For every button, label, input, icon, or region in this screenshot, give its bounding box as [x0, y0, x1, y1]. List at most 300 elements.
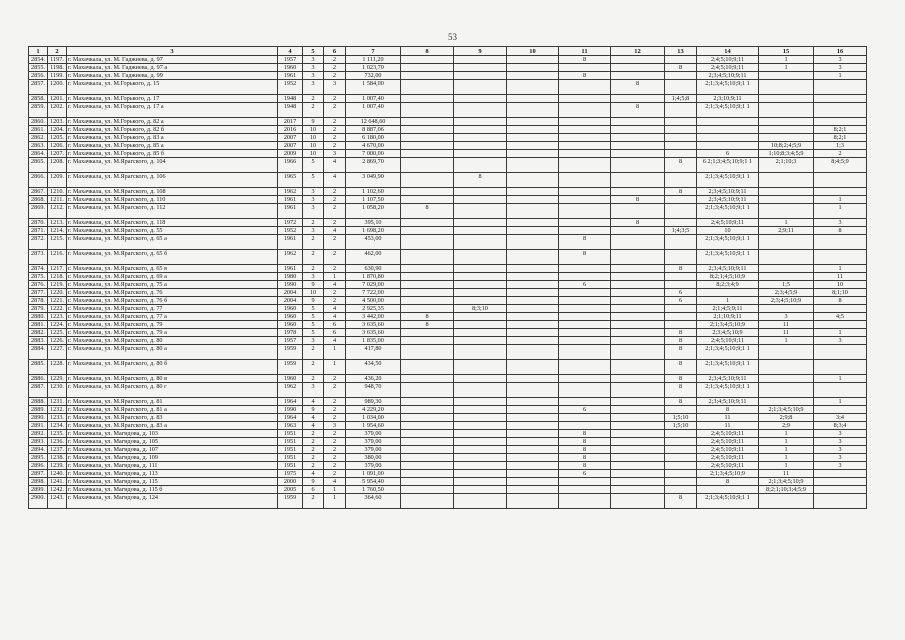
- table-cell: 8: [697, 406, 759, 414]
- table-cell: 1221.: [48, 297, 67, 305]
- table-cell: [759, 188, 814, 196]
- table-cell: [401, 398, 454, 406]
- table-cell: [401, 454, 454, 462]
- table-cell: 989,30: [346, 398, 401, 406]
- table-cell: [401, 337, 454, 345]
- table-row: [29, 313, 867, 321]
- table-cell: 1: [759, 454, 814, 462]
- table-cell: [559, 398, 611, 406]
- table-cell: 4: [324, 173, 346, 188]
- table-cell: [454, 80, 507, 95]
- table-cell: [759, 305, 814, 313]
- table-cell: [454, 134, 507, 142]
- table-cell: 1243.: [48, 494, 67, 509]
- table-cell: 2888.: [29, 398, 48, 406]
- table-cell: 1966: [278, 158, 303, 173]
- table-row: [29, 375, 867, 383]
- table-cell: [611, 281, 665, 289]
- table-cell: [559, 494, 611, 509]
- table-cell: [454, 196, 507, 204]
- table-cell: 3: [814, 446, 867, 454]
- table-cell: 2;1;3;4;5;10;9;1 1: [697, 494, 759, 509]
- table-cell: 8: [665, 158, 697, 173]
- table-cell: 1: [814, 265, 867, 273]
- table-cell: 1952: [278, 227, 303, 235]
- table-cell: [454, 118, 507, 126]
- table-row: [29, 289, 867, 297]
- table-cell: [507, 478, 559, 486]
- page-number: 53: [448, 32, 457, 42]
- table-cell: [759, 265, 814, 273]
- table-cell: 2889.: [29, 406, 48, 414]
- table-cell: [507, 142, 559, 150]
- table-cell: [454, 142, 507, 150]
- table-row: [29, 446, 867, 454]
- table-cell: г. Махачкала, ул. Магидова, д. 115: [67, 478, 278, 486]
- table-cell: [507, 454, 559, 462]
- table-cell: [401, 188, 454, 196]
- table-cell: 1;4;5;8: [665, 95, 697, 103]
- table-cell: г. Махачкала, ул. М.Ярагского, д. 80: [67, 337, 278, 345]
- column-header: 16: [814, 47, 867, 56]
- table-cell: 1199.: [48, 72, 67, 80]
- table-cell: 3: [814, 64, 867, 72]
- table-cell: г. Махачкала, ул. М.Ярагского, д. 118: [67, 219, 278, 227]
- table-cell: 1233.: [48, 414, 67, 422]
- table-cell: 2;3;4;5;10;9;11: [697, 265, 759, 273]
- table-cell: [559, 265, 611, 273]
- table-cell: [401, 446, 454, 454]
- table-cell: [665, 313, 697, 321]
- table-cell: 3: [759, 313, 814, 321]
- column-header: 7: [346, 47, 401, 56]
- table-cell: 1240.: [48, 470, 67, 478]
- table-cell: 8: [454, 173, 507, 188]
- table-cell: 10: [303, 142, 324, 150]
- table-cell: [507, 126, 559, 134]
- table-cell: [759, 273, 814, 281]
- table-cell: [401, 72, 454, 80]
- table-cell: 1 007,40: [346, 103, 401, 118]
- table-cell: [611, 56, 665, 64]
- table-cell: [401, 329, 454, 337]
- table-cell: [454, 56, 507, 64]
- table-cell: [759, 95, 814, 103]
- table-cell: 2: [303, 345, 324, 360]
- table-cell: 10: [814, 281, 867, 289]
- table-cell: г. Махачкала, ул. М.Горького, д. 85 а: [67, 142, 278, 150]
- table-cell: [454, 337, 507, 345]
- table-cell: [814, 80, 867, 95]
- table-cell: [611, 235, 665, 250]
- table-cell: [507, 118, 559, 126]
- table-cell: 3;4: [814, 414, 867, 422]
- table-cell: 1961: [278, 72, 303, 80]
- table-cell: [454, 297, 507, 305]
- table-cell: [759, 398, 814, 406]
- table-cell: 1951: [278, 454, 303, 462]
- table-cell: 1208.: [48, 158, 67, 173]
- table-cell: 2;1;3;4;5;10;9;1 1: [697, 235, 759, 250]
- table-cell: г. Махачкала, ул. М.Ярагского, д. 108: [67, 188, 278, 196]
- table-cell: [759, 134, 814, 142]
- table-cell: [665, 204, 697, 219]
- table-cell: 1 102,60: [346, 188, 401, 196]
- table-cell: 6 180,00: [346, 134, 401, 142]
- table-cell: г. Махачкала, ул. М.Ярагского, д. 80 б: [67, 360, 278, 375]
- table-cell: 9: [303, 297, 324, 305]
- table-cell: [507, 383, 559, 398]
- table-cell: 1990: [278, 281, 303, 289]
- column-header: 1: [29, 47, 48, 56]
- table-cell: [814, 95, 867, 103]
- table-cell: 1 034,00: [346, 414, 401, 422]
- table-cell: [559, 321, 611, 329]
- table-cell: [401, 438, 454, 446]
- table-cell: [454, 486, 507, 494]
- table-cell: 4: [303, 398, 324, 406]
- table-cell: 1216.: [48, 250, 67, 265]
- table-cell: [507, 329, 559, 337]
- table-cell: 417,80: [346, 345, 401, 360]
- table-cell: 3: [814, 56, 867, 64]
- table-cell: г. Махачкала, ул. М.Ярагского, д. 77 а: [67, 313, 278, 321]
- table-cell: 2864.: [29, 150, 48, 158]
- table-cell: [559, 95, 611, 103]
- table-cell: 2870.: [29, 219, 48, 227]
- table-cell: г. Махачкала, ул. Магидова, д. 105: [67, 438, 278, 446]
- table-cell: [611, 360, 665, 375]
- table-cell: [759, 118, 814, 126]
- table-cell: 8;2;1;10;3;4;5;9: [759, 486, 814, 494]
- table-row: [29, 95, 867, 103]
- table-row: [29, 56, 867, 64]
- table-cell: 1961: [278, 265, 303, 273]
- table-cell: [665, 321, 697, 329]
- table-cell: [401, 142, 454, 150]
- table-cell: [611, 95, 665, 103]
- table-cell: [611, 329, 665, 337]
- table-cell: [454, 273, 507, 281]
- table-cell: [611, 250, 665, 265]
- table-cell: 2: [324, 289, 346, 297]
- table-cell: 1;5;10: [665, 414, 697, 422]
- table-row: [29, 494, 867, 509]
- column-header: 14: [697, 47, 759, 56]
- table-cell: 364,60: [346, 494, 401, 509]
- table-cell: 5: [303, 305, 324, 313]
- table-cell: 379,00: [346, 430, 401, 438]
- table-cell: 3: [814, 454, 867, 462]
- table-cell: 2874.: [29, 265, 48, 273]
- table-cell: [665, 281, 697, 289]
- table-cell: 1948: [278, 103, 303, 118]
- table-cell: 2: [324, 454, 346, 462]
- table-cell: 4: [324, 313, 346, 321]
- table-cell: 1960: [278, 305, 303, 313]
- table-cell: 3: [324, 422, 346, 430]
- table-cell: 2895.: [29, 454, 48, 462]
- table-cell: [759, 204, 814, 219]
- table-cell: 2879.: [29, 305, 48, 313]
- table-cell: [665, 134, 697, 142]
- table-cell: 4: [324, 281, 346, 289]
- table-cell: 3 049,90: [346, 173, 401, 188]
- table-cell: 9: [303, 118, 324, 126]
- table-cell: [559, 80, 611, 95]
- table-cell: 3: [303, 56, 324, 64]
- table-cell: 8: [559, 72, 611, 80]
- table-cell: [507, 297, 559, 305]
- table-cell: [507, 305, 559, 313]
- table-cell: 2: [324, 196, 346, 204]
- table-cell: г. Махачкала, ул. Магидова, д. 124: [67, 494, 278, 509]
- table-cell: 3: [814, 337, 867, 345]
- table-cell: [507, 360, 559, 375]
- table-cell: [814, 494, 867, 509]
- table-cell: 2900.: [29, 494, 48, 509]
- table-cell: [507, 173, 559, 188]
- table-cell: 1223.: [48, 313, 67, 321]
- table-cell: г. Махачкала, ул. Магидова, д. 109: [67, 454, 278, 462]
- table-cell: [611, 64, 665, 72]
- table-cell: 1224.: [48, 321, 67, 329]
- table-cell: г. Махачкала, ул. М.Ярагского, д. 75 а: [67, 281, 278, 289]
- table-cell: [454, 72, 507, 80]
- table-cell: [611, 414, 665, 422]
- table-cell: 10;8;2;4;5;9: [759, 142, 814, 150]
- table-cell: [611, 227, 665, 235]
- table-cell: [611, 446, 665, 454]
- table-cell: 1207.: [48, 150, 67, 158]
- table-cell: 10: [303, 289, 324, 297]
- table-cell: 1204.: [48, 126, 67, 134]
- table-cell: г. Махачкала, ул. М.Ярагского, д. 80 г: [67, 383, 278, 398]
- table-cell: [401, 95, 454, 103]
- table-cell: 630,90: [346, 265, 401, 273]
- table-cell: 1237.: [48, 446, 67, 454]
- table-cell: 2897.: [29, 470, 48, 478]
- table-cell: 2: [324, 398, 346, 406]
- table-cell: 4;5: [814, 313, 867, 321]
- table-cell: [454, 188, 507, 196]
- table-row: [29, 430, 867, 438]
- table-cell: 2871.: [29, 227, 48, 235]
- table-cell: 2: [324, 446, 346, 454]
- table-cell: 1222.: [48, 305, 67, 313]
- table-cell: [507, 462, 559, 470]
- table-cell: 2: [324, 95, 346, 103]
- table-cell: [665, 103, 697, 118]
- table-cell: 2: [324, 126, 346, 134]
- table-cell: [759, 196, 814, 204]
- table-cell: г. Махачкала, ул. Магидова, д. 107: [67, 446, 278, 454]
- table-cell: 2;4;5;10;9;11: [697, 446, 759, 454]
- table-cell: [454, 454, 507, 462]
- table-row: [29, 158, 867, 173]
- table-cell: [697, 134, 759, 142]
- table-cell: 1948: [278, 95, 303, 103]
- table-cell: 2;4;5;10;9;11: [697, 462, 759, 470]
- table-cell: [814, 486, 867, 494]
- header-row: [29, 47, 867, 56]
- table-cell: г. Махачкала, ул. Магидова, д. 113: [67, 470, 278, 478]
- table-cell: г. Махачкала, ул. М.Ярагского, д. 79: [67, 321, 278, 329]
- table-cell: 9: [303, 406, 324, 414]
- table-cell: [507, 158, 559, 173]
- table-cell: [401, 406, 454, 414]
- table-cell: [507, 273, 559, 281]
- table-cell: 2;4;5;10;9;11: [697, 438, 759, 446]
- table-cell: 2: [324, 297, 346, 305]
- table-cell: 1211.: [48, 196, 67, 204]
- table-cell: [454, 375, 507, 383]
- table-cell: [611, 486, 665, 494]
- table-cell: [759, 345, 814, 360]
- table-cell: [559, 305, 611, 313]
- table-cell: 1231.: [48, 398, 67, 406]
- table-cell: 1198.: [48, 64, 67, 72]
- table-cell: 4: [324, 337, 346, 345]
- table-cell: [611, 454, 665, 462]
- table-cell: г. Махачкала, ул. М.Горького, д. 82 б: [67, 126, 278, 134]
- table-cell: [611, 345, 665, 360]
- table-cell: [401, 227, 454, 235]
- table-cell: 5 954,40: [346, 478, 401, 486]
- table-row: [29, 204, 867, 219]
- table-cell: 2;4;5;10;9;11: [697, 64, 759, 72]
- table-cell: 2: [324, 462, 346, 470]
- table-cell: [814, 321, 867, 329]
- table-cell: 11: [697, 414, 759, 422]
- table-cell: 4: [324, 478, 346, 486]
- table-cell: [759, 80, 814, 95]
- table-cell: [759, 126, 814, 134]
- table-cell: 8: [665, 329, 697, 337]
- table-cell: 2;4;5;10;9;11: [697, 56, 759, 64]
- table-cell: 3: [303, 188, 324, 196]
- table-cell: 1957: [278, 56, 303, 64]
- table-cell: 2: [324, 219, 346, 227]
- table-cell: 8: [665, 383, 697, 398]
- table-cell: 3: [303, 337, 324, 345]
- table-cell: [507, 188, 559, 196]
- table-cell: [611, 297, 665, 305]
- table-cell: 1951: [278, 462, 303, 470]
- table-cell: 10: [697, 227, 759, 235]
- table-cell: 2;9: [759, 422, 814, 430]
- table-cell: [697, 486, 759, 494]
- table-cell: [507, 265, 559, 273]
- table-cell: 2885.: [29, 360, 48, 375]
- table-cell: 2862.: [29, 134, 48, 142]
- table-cell: [559, 273, 611, 281]
- table-cell: [665, 478, 697, 486]
- table-row: [29, 422, 867, 430]
- table-cell: 3 635,60: [346, 329, 401, 337]
- table-cell: 8;1;10: [814, 289, 867, 297]
- table-cell: 2;1;3;4;5;10;9: [697, 470, 759, 478]
- table-cell: г. Махачкала, ул. М.Ярагского, д. 55: [67, 227, 278, 235]
- table-cell: [611, 422, 665, 430]
- table-cell: 2: [324, 470, 346, 478]
- table-cell: 9: [303, 478, 324, 486]
- table-cell: [559, 227, 611, 235]
- table-cell: [611, 337, 665, 345]
- table-cell: 2892.: [29, 430, 48, 438]
- table-cell: [454, 478, 507, 486]
- table-cell: [759, 360, 814, 375]
- column-header: 13: [665, 47, 697, 56]
- table-cell: [611, 313, 665, 321]
- table-cell: 1226.: [48, 337, 67, 345]
- table-cell: 2;1;3;4;5;10;9;1 1: [697, 173, 759, 188]
- table-cell: [401, 150, 454, 158]
- table-cell: 8: [401, 204, 454, 219]
- table-cell: 8: [665, 188, 697, 196]
- table-cell: 7 000,00: [346, 150, 401, 158]
- table-cell: 8: [559, 462, 611, 470]
- column-header: 9: [454, 47, 507, 56]
- table-cell: [454, 462, 507, 470]
- table-cell: [697, 289, 759, 297]
- table-cell: 2863.: [29, 142, 48, 150]
- table-cell: [401, 219, 454, 227]
- table-row: [29, 383, 867, 398]
- table-cell: 8: [665, 265, 697, 273]
- table-cell: [665, 142, 697, 150]
- table-cell: 3: [303, 273, 324, 281]
- table-cell: 1: [324, 273, 346, 281]
- table-cell: г. Махачкала, ул. М.Ярагского, д. 79 а: [67, 329, 278, 337]
- column-header: 8: [401, 47, 454, 56]
- table-cell: [611, 118, 665, 126]
- table-cell: г. Махачкала, ул. М.Горького, д. 17: [67, 95, 278, 103]
- table-cell: 2: [324, 235, 346, 250]
- table-cell: 1961: [278, 196, 303, 204]
- table-cell: 2;3;4;5;10;9;11: [697, 188, 759, 196]
- table-cell: 4 229,20: [346, 406, 401, 414]
- table-cell: [401, 103, 454, 118]
- table-cell: 1962: [278, 250, 303, 265]
- table-cell: 1962: [278, 383, 303, 398]
- table-cell: 1963: [278, 422, 303, 430]
- table-cell: [559, 383, 611, 398]
- table-cell: [665, 462, 697, 470]
- table-cell: 2;9;8: [759, 414, 814, 422]
- table-cell: 3 442,00: [346, 313, 401, 321]
- table-cell: [401, 64, 454, 72]
- table-cell: [559, 134, 611, 142]
- table-cell: 2896.: [29, 462, 48, 470]
- table-cell: 2;1;3;4;5;10;9;1 1: [697, 383, 759, 398]
- table-cell: [401, 80, 454, 95]
- table-cell: 1201.: [48, 95, 67, 103]
- table-cell: 8;2;3;4;9: [697, 281, 759, 289]
- table-cell: [611, 273, 665, 281]
- table-cell: 4: [324, 227, 346, 235]
- table-cell: 2004: [278, 297, 303, 305]
- table-cell: [401, 383, 454, 398]
- table-cell: 2: [324, 118, 346, 126]
- table-cell: 1: [814, 398, 867, 406]
- table-cell: 1959: [278, 360, 303, 375]
- table-cell: 1: [814, 375, 867, 383]
- table-cell: 4: [324, 158, 346, 173]
- table-row: [29, 486, 867, 494]
- table-cell: [559, 118, 611, 126]
- table-cell: г. Махачкала, ул. М.Горького, д. 83 а: [67, 134, 278, 142]
